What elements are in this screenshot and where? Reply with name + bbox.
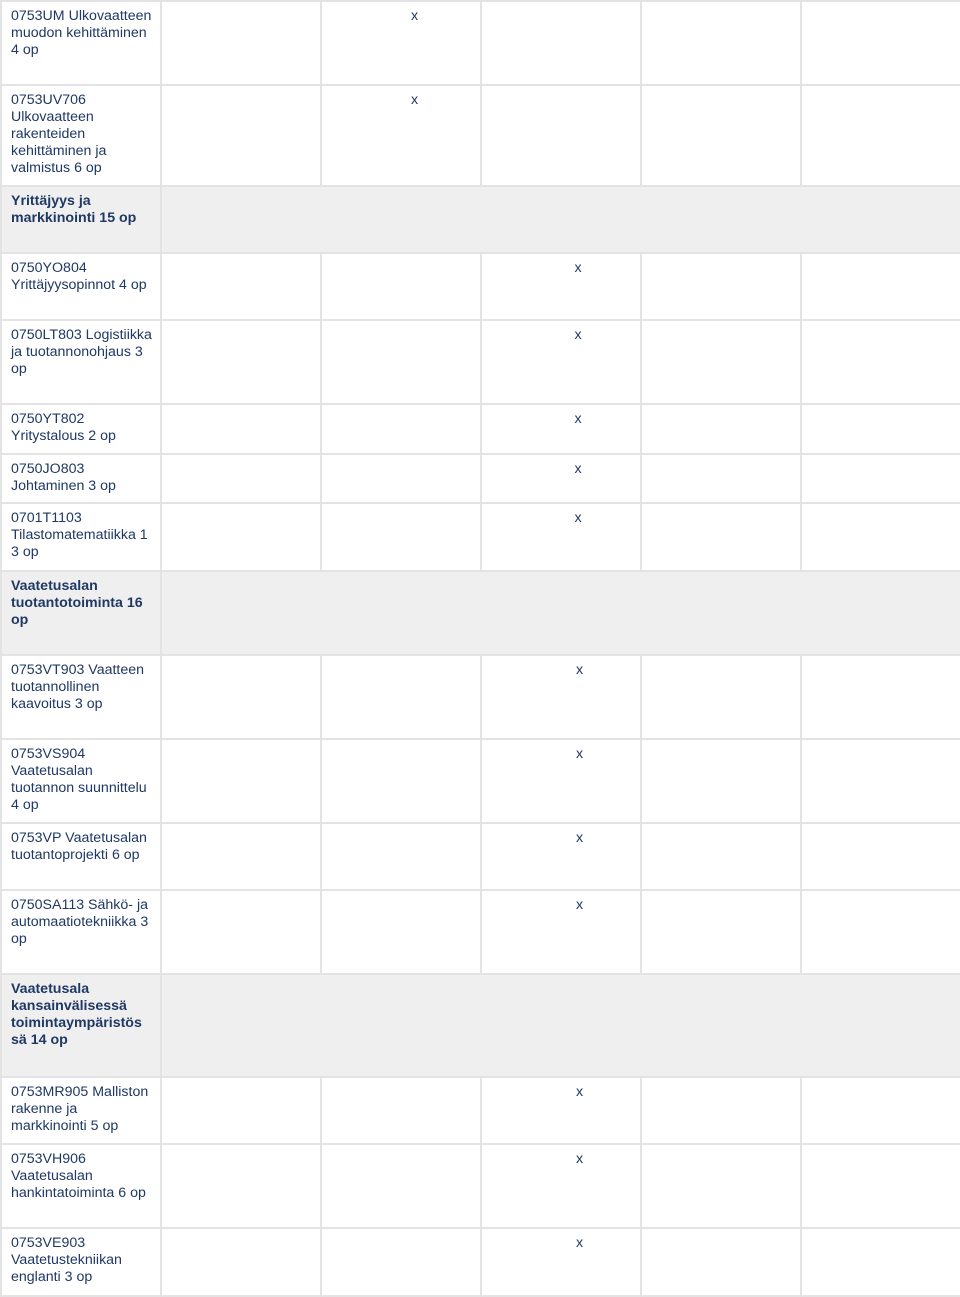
check-mark: x — [574, 260, 582, 276]
empty-cell — [161, 1077, 321, 1144]
check-mark-cell — [481, 890, 641, 974]
table-row — [1, 503, 960, 571]
check-mark: x — [574, 510, 582, 526]
check-mark-cell — [481, 320, 641, 404]
empty-cell — [801, 85, 960, 186]
table-row — [1, 404, 960, 454]
section-row — [1, 186, 960, 253]
empty-cell — [161, 739, 321, 823]
check-mark: x — [575, 1084, 584, 1100]
course-name: 0750LT803 Logistiikka ja tuotannonohjaus 3 op — [1, 320, 161, 404]
table-row — [1, 890, 960, 974]
empty-cell — [801, 320, 960, 404]
course-name: 0753UM Ulkovaatteen muodon kehittäminen 4 op — [1, 1, 161, 85]
empty-cell — [801, 1228, 960, 1296]
check-mark: x — [574, 461, 582, 477]
empty-cell — [641, 1, 801, 85]
course-name: 0750YT802 Yritystalous 2 op — [1, 404, 161, 454]
table-row — [1, 454, 960, 503]
empty-cell — [161, 404, 321, 454]
empty-cell — [641, 655, 801, 739]
course-name: 0753MR905 Malliston rakenne ja markkinointi 5 op — [1, 1077, 161, 1144]
check-mark-cell — [481, 655, 641, 739]
empty-cell — [801, 503, 960, 571]
table-row — [1, 1, 960, 85]
empty-cell — [161, 85, 321, 186]
check-mark-cell — [321, 85, 481, 186]
empty-cell — [641, 404, 801, 454]
table-row — [1, 85, 960, 186]
empty-cell — [641, 1077, 801, 1144]
check-mark-cell — [481, 404, 641, 454]
empty-cell — [161, 655, 321, 739]
table-row — [1, 1228, 960, 1296]
empty-cell — [641, 85, 801, 186]
empty-cell — [641, 823, 801, 890]
empty-cell — [801, 1077, 960, 1144]
course-name: 0753VS904 Vaatetusalan tuotannon suunnittelu 4 op — [1, 739, 161, 823]
empty-cell — [641, 503, 801, 571]
empty-cell — [321, 1144, 481, 1228]
table-row — [1, 1077, 960, 1144]
empty-cell — [801, 1144, 960, 1228]
empty-cell — [641, 1228, 801, 1296]
empty-cell — [801, 253, 960, 320]
empty-cell — [641, 253, 801, 320]
empty-cell — [321, 1228, 481, 1296]
table-row — [1, 823, 960, 890]
empty-cell — [321, 454, 481, 503]
course-name: 0753VP Vaatetusalan tuotantoprojekti 6 op — [1, 823, 161, 890]
section-heading: Vaatetusala kansainvälisessä toimintaympäristös sä 14 op — [1, 974, 161, 1077]
empty-cell — [321, 739, 481, 823]
check-mark-cell — [481, 823, 641, 890]
check-mark: x — [410, 92, 419, 108]
empty-cell — [481, 1, 641, 85]
empty-cell — [321, 320, 481, 404]
check-mark-cell — [321, 1, 481, 85]
course-name: 0701T1103 Tilastomatematiikka 1 3 op — [1, 503, 161, 571]
check-mark: x — [575, 746, 584, 762]
section-heading: Yrittäjyys ja markkinointi 15 op — [1, 186, 161, 253]
check-mark-cell — [481, 1144, 641, 1228]
check-mark: x — [575, 897, 584, 913]
empty-cell — [641, 320, 801, 404]
check-mark: x — [575, 662, 584, 678]
empty-cell — [641, 739, 801, 823]
table-row — [1, 253, 960, 320]
check-mark-cell — [481, 739, 641, 823]
empty-cell — [161, 823, 321, 890]
empty-cell — [321, 890, 481, 974]
section-fill — [161, 974, 960, 1077]
check-mark-cell — [481, 1228, 641, 1296]
empty-cell — [801, 404, 960, 454]
section-fill — [161, 571, 960, 655]
section-row — [1, 974, 960, 1077]
check-mark-cell — [481, 503, 641, 571]
check-mark: x — [575, 830, 584, 846]
table-row — [1, 739, 960, 823]
empty-cell — [801, 1, 960, 85]
empty-cell — [641, 454, 801, 503]
empty-cell — [801, 454, 960, 503]
empty-cell — [641, 1144, 801, 1228]
empty-cell — [161, 320, 321, 404]
empty-cell — [321, 253, 481, 320]
empty-cell — [801, 823, 960, 890]
empty-cell — [641, 890, 801, 974]
check-mark: x — [575, 1235, 584, 1251]
empty-cell — [161, 454, 321, 503]
check-mark-cell — [481, 1077, 641, 1144]
check-mark: x — [574, 411, 582, 427]
empty-cell — [801, 655, 960, 739]
empty-cell — [161, 503, 321, 571]
empty-cell — [801, 739, 960, 823]
section-heading: Vaatetusalan tuotantotoiminta 16 op — [1, 571, 161, 655]
empty-cell — [321, 404, 481, 454]
course-name: 0750SA113 Sähkö- ja automaatiotekniikka 3 op — [1, 890, 161, 974]
table-row — [1, 1144, 960, 1228]
course-name: 0753VT903 Vaatteen tuotannollinen kaavoitus 3 op — [1, 655, 161, 739]
course-name: 0753VH906 Vaatetusalan hankintatoiminta 6 op — [1, 1144, 161, 1228]
course-name: 0750YO804 Yrittäjyysopinnot 4 op — [1, 253, 161, 320]
empty-cell — [161, 1, 321, 85]
empty-cell — [321, 823, 481, 890]
empty-cell — [161, 1144, 321, 1228]
course-name: 0753VE903 Vaatetustekniikan englanti 3 op — [1, 1228, 161, 1296]
empty-cell — [321, 1077, 481, 1144]
empty-cell — [161, 253, 321, 320]
section-fill — [161, 186, 960, 253]
check-mark-cell — [481, 253, 641, 320]
empty-cell — [321, 655, 481, 739]
check-mark: x — [575, 1151, 584, 1167]
check-mark: x — [410, 8, 419, 24]
check-mark: x — [574, 327, 582, 343]
check-mark-cell — [481, 454, 641, 503]
empty-cell — [481, 85, 641, 186]
empty-cell — [161, 1228, 321, 1296]
table-row — [1, 320, 960, 404]
course-name: 0750JO803 Johtaminen 3 op — [1, 454, 161, 503]
course-name: 0753UV706 Ulkovaatteen rakenteiden kehittäminen ja valmistus 6 op — [1, 85, 161, 186]
section-row — [1, 571, 960, 655]
empty-cell — [321, 503, 481, 571]
empty-cell — [161, 890, 321, 974]
table-row — [1, 655, 960, 739]
empty-cell — [801, 890, 960, 974]
